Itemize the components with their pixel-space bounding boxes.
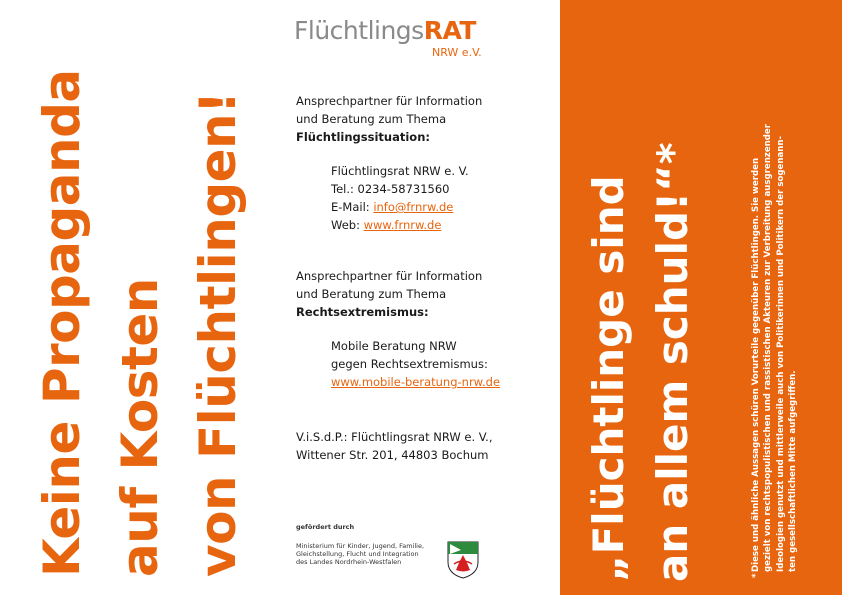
contact-extremism-web-row (331, 373, 500, 391)
contact-extremism-intro-line-1: Ansprechpartner für Information (296, 269, 483, 283)
contact-extremism-org-1: Mobile Beratung NRW (331, 339, 457, 353)
contact-extremism-intro-line-2: und Beratung zum Thema (296, 287, 447, 301)
funding-text (296, 542, 424, 566)
email-link[interactable]: info@frnrw.de (373, 200, 454, 214)
mobile-beratung-link[interactable]: www.mobile-beratung-nrw.de (331, 375, 501, 389)
right-footnote (750, 32, 800, 578)
contact-extremism-details (331, 337, 500, 391)
right-rotated-content (565, 12, 835, 582)
contact-refugee-web-row (331, 216, 469, 234)
contact-refugee-intro (296, 92, 482, 146)
logo-prefix: Flüchtlings (294, 16, 424, 45)
imprint-line-2: Wittener Str. 201, 44803 Bochum (296, 448, 489, 462)
funding-line-1: Ministerium für Kinder, Jugend, Familie, (296, 542, 425, 550)
logo-main (294, 16, 476, 45)
logo (294, 16, 482, 59)
logo-suffix: RAT (423, 16, 476, 45)
footnote-line-4: ten gesellschaftlichen Mitte aufgegriffen. (788, 370, 799, 572)
footnote-line-1: Diese und ähnliche Aussagen schüren Vorurteile gegenüber Flüchtlingen. Sie werden (751, 157, 761, 572)
contact-refugee-intro-line-1: Ansprechpartner für Information (296, 94, 483, 108)
left-panel (0, 0, 280, 595)
left-headline-line-1: Keine Propaganda (33, 69, 91, 577)
left-headline-line-2: auf Kosten (111, 278, 169, 577)
right-headline-line-2: an allem schuld!“* (648, 142, 697, 582)
imprint (296, 428, 493, 464)
footnote-star: * (751, 573, 761, 578)
contact-extremism-topic: Rechtsextremismus: (296, 305, 429, 319)
email-label: E-Mail: (331, 200, 374, 214)
left-headline-line-3: von Flüchtlingen! (189, 91, 247, 577)
nrw-coat-of-arms-icon (446, 540, 480, 580)
contact-refugee-intro-line-2: und Beratung zum Thema (296, 112, 447, 126)
contact-refugee-phone: Tel.: 0234-58731560 (331, 182, 450, 196)
footnote-line-2: gezielt von rechtspopulistischen und rassistischen Akteuren zur Verbreitung ausgrenzender (763, 124, 774, 572)
web-link[interactable]: www.frnrw.de (363, 218, 442, 232)
contact-extremism-intro (296, 267, 482, 321)
funding-label: gefördert durch (296, 523, 355, 531)
web-label: Web: (331, 218, 364, 232)
contact-refugee-topic: Flüchtlingssituation: (296, 130, 430, 144)
funding-line-2: Gleichstellung, Flucht und Integration (296, 550, 419, 558)
contact-refugee-email-row (331, 198, 469, 216)
funding-line-3: des Landes Nordrhein-Westfalen (296, 558, 402, 566)
contact-refugee-details (331, 162, 469, 234)
logo-sub: NRW e.V. (432, 46, 482, 59)
imprint-line-1: V.i.S.d.P.: Flüchtlingsrat NRW e. V., (296, 430, 493, 444)
right-headline-line-1: „Flüchtlinge sind (584, 175, 633, 582)
left-headline (5, 17, 275, 577)
right-headline (577, 12, 705, 582)
footnote-line-3: Ideologien genutzt und mittlerweile auch von Politikerinnen und Politikern der sogenann- (775, 135, 786, 572)
contact-extremism-org-2: gegen Rechtsextremismus: (331, 357, 488, 371)
contact-refugee-org: Flüchtlingsrat NRW e. V. (331, 164, 469, 178)
